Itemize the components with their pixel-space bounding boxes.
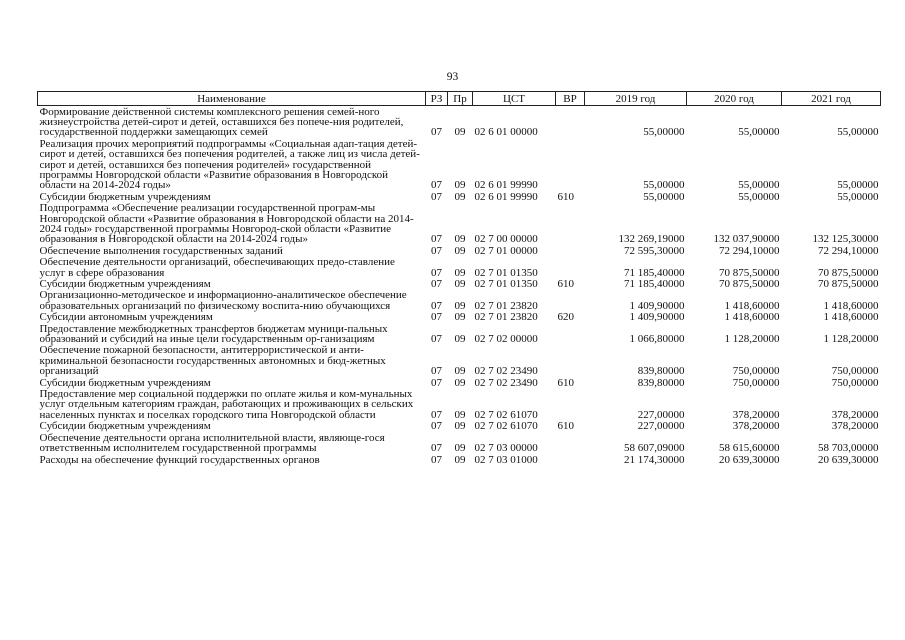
row-rz: 07 xyxy=(431,126,442,139)
table-row xyxy=(38,323,881,345)
row-value-2021: 55,00000 xyxy=(837,191,879,203)
row-cst: 02 6 01 99990 xyxy=(474,191,538,203)
row-rz: 07 xyxy=(431,266,442,279)
row-name: Субсидии бюджетным учреждениям xyxy=(39,190,211,203)
row-name: Обеспечение пожарной безопасности, антитеррористической и анти-криминальной безопасности государственных автономных и бюд-жетных организаций xyxy=(39,344,386,378)
row-value-2019: 58 607,09000 xyxy=(624,442,685,454)
row-pr: 09 xyxy=(454,266,466,279)
row-value-2019: 227,00000 xyxy=(637,420,685,433)
row-value-2021: 132 125,30000 xyxy=(812,233,879,246)
table-row xyxy=(38,290,881,312)
row-rz: 07 xyxy=(431,233,442,246)
row-rz: 07 xyxy=(431,454,442,466)
table-row xyxy=(38,191,881,202)
table-row xyxy=(38,454,881,465)
row-name: Обеспечение деятельности органа исполнительной власти, являюще-гося ответственным исполнителем государственной программы xyxy=(39,431,385,455)
budget-table xyxy=(37,91,881,465)
row-pr: 09 xyxy=(454,311,466,324)
row-vr xyxy=(556,257,585,279)
row-pr: 09 xyxy=(454,420,466,433)
row-rz: 07 xyxy=(431,191,442,203)
row-value-2020: 70 875,50000 xyxy=(719,278,780,290)
row-value-2019: 72 595,30000 xyxy=(624,245,685,257)
row-pr: 09 xyxy=(454,408,466,421)
row-value-2020: 72 294,10000 xyxy=(719,245,780,257)
row-value-2020: 55,00000 xyxy=(738,179,780,192)
row-rz: 07 xyxy=(431,442,442,454)
row-value-2020: 1 418,60000 xyxy=(724,299,780,312)
header-2019: 2019 год xyxy=(585,92,687,106)
row-value-2020: 55,00000 xyxy=(738,191,780,203)
row-value-2021: 58 703,00000 xyxy=(818,442,879,454)
row-vr: 610 xyxy=(557,191,574,203)
row-value-2021: 70 875,50000 xyxy=(818,278,879,290)
row-value-2020: 378,20000 xyxy=(732,408,780,421)
row-value-2020: 132 037,90000 xyxy=(713,233,780,246)
row-cst: 02 7 02 61070 xyxy=(474,420,538,433)
row-pr: 09 xyxy=(454,245,466,257)
row-value-2019: 839,80000 xyxy=(637,365,685,378)
row-name: Реализация прочих мероприятий подпрограммы «Социальная адап-тация детей-сирот и детей, оставшихся без попечения родителей, а также лиц из числа детей-сирот и детей, оставшихся без попечения родителей» государственной программы Новгородской области «Развитие образования в Новгородской области на 2014-2024 годы» xyxy=(39,137,420,192)
row-pr: 09 xyxy=(454,191,466,203)
row-rz: 07 xyxy=(431,365,442,378)
row-value-2019: 21 174,30000 xyxy=(624,454,685,466)
row-rz: 07 xyxy=(431,377,442,389)
row-pr: 09 xyxy=(454,126,466,139)
row-name: Обеспечение выполнения государственных заданий xyxy=(39,244,283,257)
row-value-2019: 132 269,19000 xyxy=(618,233,685,246)
row-pr: 09 xyxy=(454,233,466,246)
row-vr xyxy=(556,138,585,191)
header-rz: РЗ xyxy=(426,92,448,106)
row-cst: 02 7 02 23490 xyxy=(474,377,538,389)
table-row xyxy=(38,345,881,377)
table-row xyxy=(38,432,881,454)
row-pr: 09 xyxy=(454,278,466,290)
table-row xyxy=(38,106,881,139)
row-vr xyxy=(556,389,585,421)
table-row xyxy=(38,312,881,323)
row-rz: 07 xyxy=(431,299,442,312)
row-value-2019: 55,00000 xyxy=(643,126,685,139)
row-cst: 02 7 01 01350 xyxy=(474,278,538,290)
row-cst: 02 7 03 01000 xyxy=(474,454,538,466)
row-name: Формирование действенной системы комплексного решения семей-ного жизнеустройства детей-сирот и детей, оставшихся без попече-ния родителей, государственной поддержки замещающих семей xyxy=(39,105,404,139)
table-row xyxy=(38,245,881,256)
page-number: 93 xyxy=(446,71,459,83)
header-name: Наименование xyxy=(38,92,426,106)
row-rz: 07 xyxy=(431,420,442,433)
row-value-2019: 1 409,90000 xyxy=(629,311,685,324)
row-vr xyxy=(556,290,585,312)
row-value-2021: 70 875,50000 xyxy=(818,266,879,279)
row-cst: 02 6 01 00000 xyxy=(474,126,538,139)
row-rz: 07 xyxy=(431,408,442,421)
row-value-2020: 1 128,20000 xyxy=(724,333,780,345)
row-cst: 02 7 02 61070 xyxy=(474,408,538,421)
header-cst: ЦСТ xyxy=(473,92,556,106)
row-value-2019: 1 409,90000 xyxy=(629,299,685,312)
row-rz: 07 xyxy=(431,179,442,192)
row-name: Субсидии бюджетным учреждениям xyxy=(39,420,211,433)
row-name: Субсидии бюджетным учреждениям xyxy=(39,278,211,290)
row-value-2021: 55,00000 xyxy=(837,126,879,139)
row-pr: 09 xyxy=(454,377,466,389)
row-pr: 09 xyxy=(454,333,466,345)
row-name: Субсидии автономным учреждениям xyxy=(39,311,213,324)
row-value-2021: 55,00000 xyxy=(837,179,879,192)
row-vr xyxy=(556,203,585,246)
row-value-2020: 20 639,30000 xyxy=(719,454,780,466)
row-cst: 02 7 01 00000 xyxy=(474,245,538,257)
row-value-2019: 227,00000 xyxy=(637,408,685,421)
row-rz: 07 xyxy=(431,311,442,324)
row-value-2021: 750,00000 xyxy=(831,377,879,389)
table-row xyxy=(38,203,881,246)
row-vr: 610 xyxy=(557,377,574,389)
row-vr xyxy=(556,106,585,139)
row-value-2019: 71 185,40000 xyxy=(624,278,685,290)
row-value-2019: 55,00000 xyxy=(643,179,685,192)
row-value-2020: 378,20000 xyxy=(732,420,780,433)
row-cst: 02 7 02 23490 xyxy=(474,365,538,378)
row-vr xyxy=(556,323,585,345)
row-value-2021: 1 128,20000 xyxy=(823,333,879,345)
row-value-2019: 71 185,40000 xyxy=(624,266,685,279)
row-name: Обеспечение деятельности организаций, обеспечивающих предо-ставление услуг в сфере образования xyxy=(39,256,395,279)
header-2020: 2020 год xyxy=(687,92,782,106)
table-row xyxy=(38,138,881,191)
row-value-2020: 55,00000 xyxy=(738,126,780,139)
row-rz: 07 xyxy=(431,278,442,290)
row-name: Субсидии бюджетным учреждениям xyxy=(39,376,211,389)
row-value-2021: 1 418,60000 xyxy=(823,299,879,312)
table-row xyxy=(38,421,881,432)
row-cst: 02 7 02 00000 xyxy=(474,333,538,345)
table-row xyxy=(38,257,881,279)
row-cst: 02 7 01 23820 xyxy=(474,299,538,312)
row-pr: 09 xyxy=(454,299,466,312)
row-vr xyxy=(556,345,585,377)
row-value-2020: 1 418,60000 xyxy=(724,311,780,324)
table-row xyxy=(38,377,881,388)
table-row xyxy=(38,389,881,421)
row-value-2021: 20 639,30000 xyxy=(818,454,879,466)
row-name: Предоставление межбюджетных трансфертов бюджетам муници-пальных образований и субсидий на иные цели государственным ор-ганизациям xyxy=(39,322,388,346)
row-value-2020: 750,00000 xyxy=(732,377,780,389)
row-cst: 02 7 01 23820 xyxy=(474,311,538,324)
row-value-2019: 839,80000 xyxy=(637,377,685,389)
row-value-2020: 70 875,50000 xyxy=(719,266,780,279)
row-vr: 610 xyxy=(557,420,574,433)
row-name: Расходы на обеспечение функций государственных органов xyxy=(39,453,320,466)
table-row xyxy=(38,279,881,290)
row-pr: 09 xyxy=(454,442,466,454)
row-cst: 02 7 03 00000 xyxy=(474,442,538,454)
row-vr: 620 xyxy=(557,311,574,324)
row-value-2020: 58 615,60000 xyxy=(719,442,780,454)
header-2021: 2021 год xyxy=(782,92,881,106)
row-cst: 02 7 01 01350 xyxy=(474,266,538,279)
row-value-2020: 750,00000 xyxy=(732,365,780,378)
row-vr xyxy=(556,454,585,465)
row-pr: 09 xyxy=(454,454,466,466)
row-cst: 02 6 01 99990 xyxy=(474,179,538,192)
row-pr: 09 xyxy=(454,179,466,192)
table-header-row xyxy=(38,92,881,106)
row-vr xyxy=(556,432,585,454)
row-value-2021: 750,00000 xyxy=(831,365,879,378)
row-name: Подпрограмма «Обеспечение реализации государственной програм-мы Новгородской области «Развитие образования в Новгородской области на 2014-2024 годы» государственной программы Новгород-ской области «Развитие образования в Новгородской области на 2014-2024 годы» xyxy=(39,202,414,246)
table-body xyxy=(38,106,881,466)
row-value-2019: 55,00000 xyxy=(643,191,685,203)
row-value-2021: 72 294,10000 xyxy=(818,245,879,257)
row-name: Предоставление мер социальной поддержки по оплате жилья и ком-мунальных услуг отдельным категориям граждан, работающих и проживающих в сельских населенных пунктах и поселках городского типа Новгородской области xyxy=(39,388,414,421)
row-value-2021: 378,20000 xyxy=(831,420,879,433)
row-pr: 09 xyxy=(454,365,466,378)
row-cst: 02 7 00 00000 xyxy=(474,233,538,246)
header-pr: Пр xyxy=(448,92,473,106)
row-vr: 610 xyxy=(557,278,574,290)
row-vr xyxy=(556,245,585,256)
row-value-2019: 1 066,80000 xyxy=(629,333,685,345)
row-value-2021: 378,20000 xyxy=(831,408,879,421)
row-rz: 07 xyxy=(431,333,442,345)
header-vr: ВР xyxy=(556,92,585,106)
row-rz: 07 xyxy=(431,245,442,257)
row-name: Организационно-методическое и информационно-аналитическое обеспечение образовательных организаций по физическому воспита-нию обучающихся xyxy=(39,289,407,312)
row-value-2021: 1 418,60000 xyxy=(823,311,879,324)
